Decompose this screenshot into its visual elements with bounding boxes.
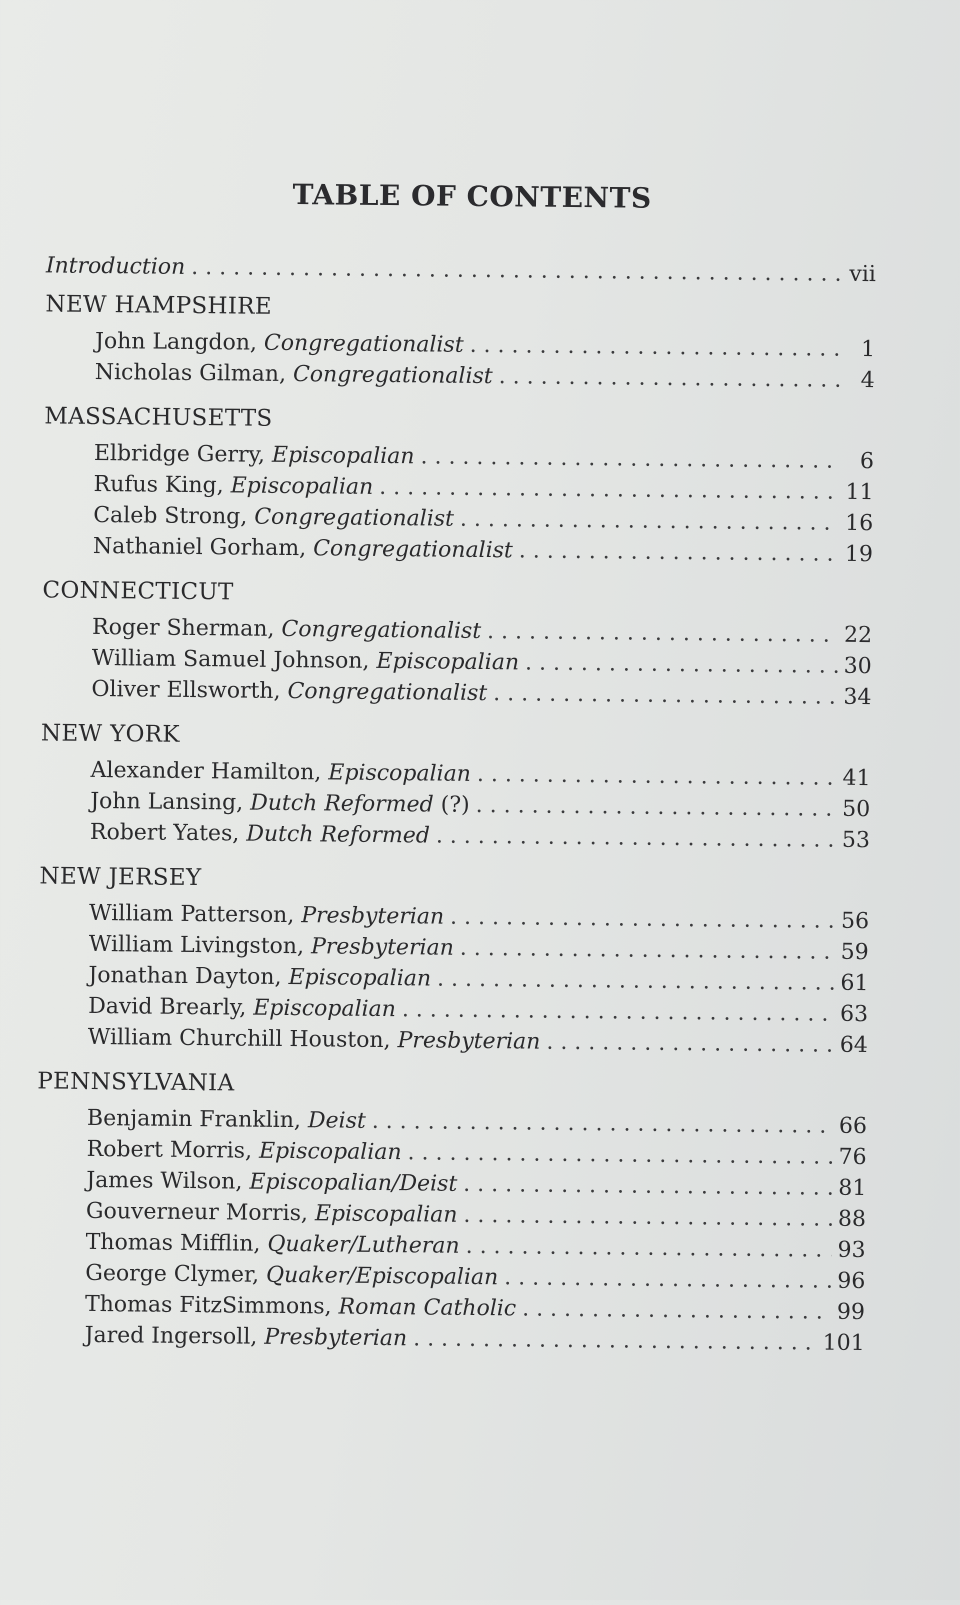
- state-section: [35, 1066, 868, 1359]
- delegate-name: Robert Yates,: [89, 819, 247, 847]
- delegate-name: Alexander Hamilton,: [90, 757, 329, 786]
- dot-leader: [463, 1169, 832, 1204]
- dot-leader: [525, 647, 838, 681]
- entry-label: [88, 960, 431, 995]
- denomination: Presbyterian: [397, 1028, 541, 1055]
- page-number: 66: [838, 1113, 868, 1140]
- page-number: 81: [838, 1175, 867, 1202]
- entry-label: [89, 898, 444, 933]
- entry-label: [89, 929, 454, 964]
- delegate-name: George Clymer,: [85, 1260, 267, 1288]
- denomination: Episcopalian: [314, 1201, 458, 1228]
- dot-leader: [469, 330, 841, 365]
- delegate-name: Gouverneur Morris,: [85, 1198, 316, 1227]
- state-heading: MASSACHUSETTS: [44, 403, 273, 432]
- delegate-name: William Livingston,: [88, 931, 312, 960]
- denomination: Episcopalian: [271, 442, 415, 470]
- entry-label: [85, 1289, 516, 1325]
- denomination: Dutch Reformed: [246, 821, 431, 849]
- entry-label: [86, 1165, 457, 1200]
- denomination: Episcopalian: [253, 995, 397, 1023]
- delegate-name: William Patterson,: [88, 900, 302, 929]
- dot-leader: [477, 759, 837, 794]
- denomination: Episcopalian: [328, 760, 472, 787]
- dot-leader: [463, 1200, 832, 1235]
- dot-leader: [191, 252, 842, 290]
- entry-label: [90, 755, 471, 790]
- dot-leader: [465, 1231, 831, 1266]
- delegate-name: John Langdon,: [94, 328, 265, 356]
- delegate-name: William Churchill Houston,: [87, 1024, 398, 1054]
- entry-label: [86, 1196, 458, 1231]
- denomination: Episcopalian: [288, 965, 432, 992]
- page-number: 61: [840, 970, 869, 997]
- state-section: [38, 861, 870, 1061]
- entry-label: [94, 438, 415, 472]
- entry-label: [92, 612, 481, 647]
- dot-leader: [546, 1027, 834, 1061]
- denomination: Episcopalian/Deist: [249, 1169, 458, 1197]
- delegate-name: Jonathan Dayton,: [88, 962, 289, 991]
- state-section: [40, 718, 871, 856]
- state-section: [43, 401, 875, 570]
- uncertainty-mark: (?): [433, 792, 470, 818]
- denomination: Congregationalist: [287, 678, 488, 707]
- delegate-name: Elbridge Gerry,: [93, 440, 273, 468]
- page-number: 64: [839, 1032, 868, 1059]
- dot-leader: [460, 933, 835, 968]
- delegate-name: David Brearly,: [88, 993, 254, 1021]
- state-heading: NEW YORK: [40, 720, 180, 748]
- page-number: 99: [836, 1299, 866, 1326]
- page-number: 1: [860, 336, 876, 363]
- entry-label: [87, 1103, 366, 1137]
- delegate-name: Rufus King,: [93, 471, 231, 499]
- state-section: [45, 289, 876, 396]
- page-number: vii: [849, 261, 876, 288]
- denomination: Quaker/Lutheran: [267, 1231, 460, 1259]
- dot-leader: [436, 821, 836, 856]
- dot-leader: [499, 361, 841, 396]
- state-heading: CONNECTICUT: [42, 577, 234, 606]
- denomination: Dutch Reformed: [250, 790, 434, 818]
- delegate-name: Jared Ingersoll,: [84, 1322, 265, 1350]
- dot-leader: [413, 1323, 817, 1358]
- state-heading: NEW HAMPSHIRE: [45, 291, 273, 320]
- delegate-name: Oliver Ellsworth,: [91, 676, 288, 704]
- page-number: 76: [838, 1144, 867, 1171]
- page-number: 56: [840, 908, 870, 935]
- table-of-contents: [34, 250, 876, 1373]
- page-number: 22: [843, 622, 873, 649]
- denomination: Congregationalist: [281, 616, 482, 645]
- entry-label: [86, 1227, 460, 1262]
- page-title: TABLE OF CONTENTS: [292, 178, 652, 215]
- delegate-name: Thomas FitzSimmons,: [84, 1291, 339, 1320]
- dot-leader: [476, 790, 837, 825]
- dot-leader: [493, 678, 838, 713]
- delegate-name: Thomas Mifflin,: [85, 1229, 268, 1257]
- entry-label: [85, 1320, 408, 1354]
- denomination: Deist: [307, 1108, 366, 1134]
- page-number: 50: [842, 796, 871, 823]
- dot-leader: [522, 1293, 831, 1327]
- page-number: 101: [822, 1330, 865, 1357]
- page-number: 4: [860, 367, 875, 394]
- dot-leader: [420, 441, 840, 476]
- entry-label: [95, 357, 493, 392]
- entry-label: [85, 1258, 498, 1293]
- dot-leader: [504, 1262, 831, 1296]
- page-number: 19: [844, 541, 874, 568]
- state-section: [41, 575, 872, 713]
- dot-leader: [487, 616, 838, 651]
- denomination: Presbyterian: [310, 934, 454, 961]
- dot-leader: [519, 535, 839, 569]
- entry-label: [86, 1134, 401, 1168]
- page-number: 6: [859, 448, 875, 475]
- denomination: Congregationalist: [263, 330, 464, 358]
- dot-leader: [437, 964, 835, 999]
- entry-label: [93, 500, 454, 535]
- dot-leader: [450, 902, 835, 937]
- dot-leader: [379, 472, 840, 508]
- delegate-name: James Wilson,: [86, 1167, 250, 1195]
- denomination: Episcopalian: [230, 473, 374, 500]
- page-number: 34: [843, 684, 872, 711]
- denomination: Presbyterian: [301, 903, 445, 930]
- denomination: Presbyterian: [264, 1324, 408, 1352]
- page-number: 53: [841, 827, 871, 854]
- delegate-name: Roger Sherman,: [91, 614, 282, 642]
- page-number: 59: [840, 939, 869, 966]
- entry-label: [90, 817, 430, 852]
- page-number: 41: [842, 765, 871, 792]
- delegate-name: John Lansing,: [90, 788, 251, 816]
- page-number: 96: [837, 1268, 866, 1295]
- denomination: Episcopalian: [376, 648, 520, 676]
- state-heading: PENNSYLVANIA: [37, 1068, 235, 1097]
- state-sections: [35, 289, 876, 1359]
- entry-label: [91, 674, 487, 709]
- denomination: Roman Catholic: [338, 1294, 517, 1322]
- denomination: Quaker/Episcopalian: [265, 1262, 499, 1291]
- dot-leader: [407, 1137, 832, 1172]
- intro-label: Introduction: [45, 253, 186, 280]
- page-number: 88: [837, 1206, 867, 1233]
- denomination: Congregationalist: [254, 504, 455, 532]
- entry-label: [90, 786, 470, 821]
- delegate-name: William Samuel Johnson,: [91, 645, 377, 674]
- denomination: Congregationalist: [313, 536, 513, 564]
- denomination: Episcopalian: [258, 1138, 402, 1166]
- entry-label: [88, 991, 396, 1025]
- delegate-name: Caleb Strong,: [93, 502, 255, 530]
- page-number: 16: [845, 510, 874, 537]
- entry-label: [93, 469, 373, 503]
- entry-label: [88, 1022, 541, 1058]
- delegate-name: Benjamin Franklin,: [86, 1105, 309, 1134]
- entry-label: [95, 326, 464, 361]
- dot-leader: [460, 504, 840, 539]
- page-number: 11: [845, 479, 874, 506]
- page-number: 63: [839, 1001, 869, 1028]
- delegate-name: Nathaniel Gorham,: [92, 533, 314, 562]
- state-heading: NEW JERSEY: [39, 863, 202, 892]
- delegate-name: Robert Morris,: [86, 1136, 260, 1164]
- dot-leader: [402, 994, 835, 1030]
- toc-entry-introduction: [46, 250, 876, 290]
- page-number: 30: [843, 653, 872, 680]
- delegate-name: Nicholas Gilman,: [94, 359, 294, 388]
- entry-label: [92, 643, 520, 678]
- dot-leader: [372, 1106, 833, 1142]
- entry-label: [93, 531, 513, 566]
- denomination: Congregationalist: [292, 362, 493, 390]
- page-number: 93: [837, 1237, 866, 1264]
